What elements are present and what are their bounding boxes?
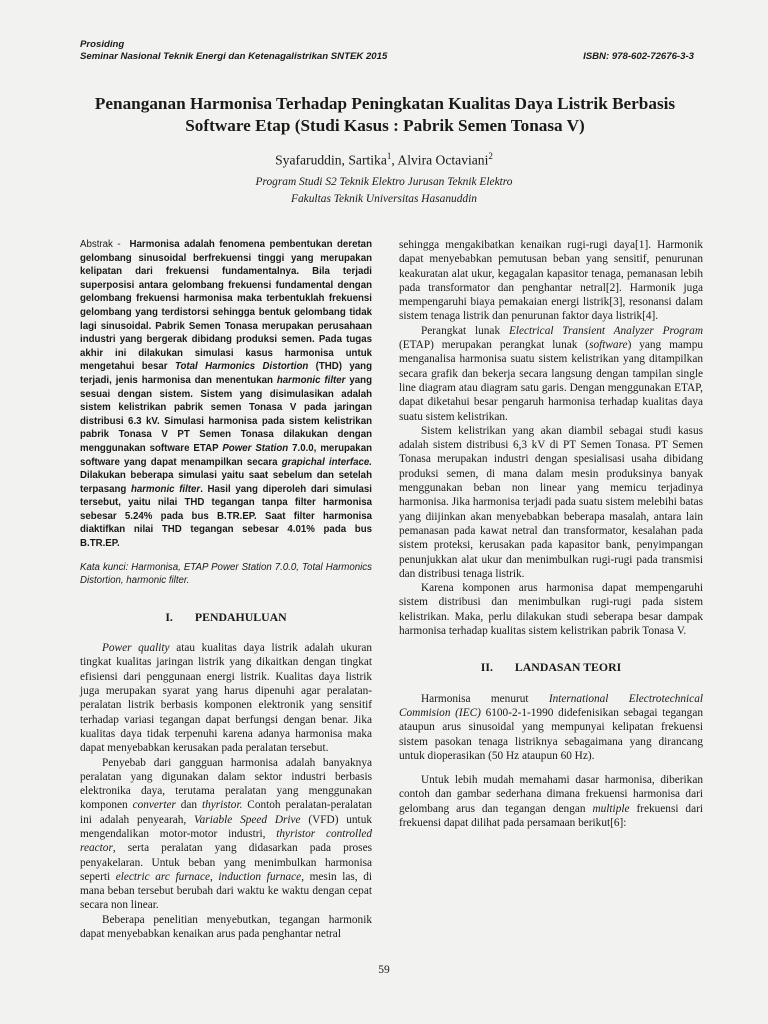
right-column xyxy=(399,238,703,830)
term: Power quality xyxy=(102,642,170,655)
paragraph-text: (ETAP) merupakan perangkat lunak ( xyxy=(399,339,590,352)
author-names-1: Syafaruddin, Sartika xyxy=(275,152,387,168)
affiliation-line-2: Fakultas Teknik Universitas Hasanuddin xyxy=(291,193,477,205)
abstract-text: 7.0.0, merupakan software yang dapat menampilkan secara xyxy=(80,442,373,468)
term: software xyxy=(589,339,628,352)
term: induction furnace xyxy=(218,870,302,883)
header-seminar-row xyxy=(80,51,694,63)
paragraph-text: Harmonisa menurut xyxy=(421,692,549,705)
paragraph-text: Contoh peralatan-peralatan ini adalah penyearah, xyxy=(80,799,372,826)
paragraph: sehingga mengakibatkan kenaikan rugi-rugi daya[1]. Harmonik dapat menyebabkan pemutusan beban yang sensitif, penurunan keakuratan alat ukur, kegagalan kapasitor tenaga, pemanasan lebih pada transformator dan penghantar netral[2]. Harmonik juga mempengaruhi biaya pemakaian energi listrik[3], resonansi dalam sistem tenaga listrik dan penurunan faktor daya listrik[4]. xyxy=(399,239,703,323)
abstract-term: harmonic filter xyxy=(130,483,201,495)
affiliation xyxy=(0,174,768,208)
abstract xyxy=(80,238,372,551)
term: thyristor controlled reactor xyxy=(80,828,372,855)
paragraph: Beberapa penelitian menyebutkan, tegangan harmonik dapat menyebabkan kenaikan arus pada penghantar netral xyxy=(80,913,372,941)
section-title: LANDASAN TEORI xyxy=(514,660,622,675)
paragraph-text: , serta peralatan yang didasarkan pada proses penyakelaran. Untuk beban yang menimbulkan harmonisa seperti xyxy=(80,842,372,883)
abstract-term: harmonic filter xyxy=(276,374,346,386)
section-number: I. xyxy=(165,609,173,624)
paragraph xyxy=(80,641,372,755)
abstract-text: Dilakukan beberapa simulasi yaitu saat sebelum dan setelah terpasang xyxy=(80,470,372,495)
abstract-label: Abstrak - xyxy=(80,239,121,250)
paragraph-text: Penyebab dari gangguan harmonisa adalah banyaknya peralatan yang digunakan dalam sektor industri berbasis elektronika daya, terutama peralatan yang menggunakan komponen xyxy=(80,756,372,812)
paragraph: Karena komponen arus harmonisa dapat mempengaruhi sistem distribusi dan menimbulkan rugi-rugi pada sistem kelistrikan. Maka, perlu dilakukan studi seberapa besar dampak harmonisa terhadap kualitas sistem kelistrikan pabrik Tonasa V. xyxy=(399,582,703,638)
author-superscript-2: 2 xyxy=(488,151,493,161)
abstract-text: yang sesuai dengan sistem. Sistem yang disimulasikan adalah sistem kelistrikan pabrik semen Tonasa V pada jaringan distribusi 6.3 kV. Simulasi harmonisa pada sistem kelistrikan pabrik Tonasa V PT Semen Tonasa dilakukan dengan menggunakan software ETAP xyxy=(80,374,372,454)
keywords-label: Kata kunci: xyxy=(80,561,129,573)
term: Variable Speed Drive xyxy=(194,813,301,826)
section-heading-introduction xyxy=(80,610,372,624)
paragraph-text: 6100-2-1-1990 didefenisikan sebagai tegangan ataupun arus sinusoidal yang mempunyai kelipatan frekuensi sistem pasokan tenaga listriknya sebagaimana yang dirancang untuk dioperasikan (50 Hz ataupun 60 Hz). xyxy=(399,706,703,762)
paragraph-text: dan xyxy=(175,799,202,812)
proceedings-header xyxy=(80,39,694,63)
abstract-text: Harmonisa adalah fenomena pembentukan deretan gelombang sinusoidal berfrekuensi tinggi yang merupakan kelipatan dari frekuensi fundamentalnya. Bila terjadi superposisi antara gelombang frekuensi fundamental dengan gelombang frekuensi harmonisa maka terbentuklah frekuensi gelombang yang terdistorsi sehingga bentuk gelombang tidak lagi sinusoidal. Pabrik Semen Tonasa merupakan perusahaan industri yang bergerak dibidang produksi semen. Pada tugas akhir ini dilakukan simulasi kasus harmonisa untuk mengetahui besar xyxy=(80,239,372,373)
section-heading-theory xyxy=(399,660,703,674)
paragraph xyxy=(399,692,703,763)
term: electric arc furnace xyxy=(115,870,210,883)
keywords-text: Harmonisa, ETAP Power Station 7.0.0, Total Harmonics Distortion, harmonic filter. xyxy=(80,561,372,587)
abstract-text: . Hasil yang diperoleh dari simulasi tersebut, yaitu nilai THD tegangan tanpa filter harmonisa sebesar 5.24% pada bus B.TR.EP. Saat filter harmonisa diaktifkan nilai THD tegangan sebesar 4.01% pada bus B.TR.EP. xyxy=(80,483,372,550)
paragraph-text: ) yang mampu menganalisa harmonisa suatu sistem kelistrikan yang ditampilkan secara grafik dan bekerja secara langsung dengan tampilan single line diagram atau diagram satu garis. Dengan menggunakan ETAP, dapat diketahui besar pengaruh harmonisa terhadap kualitas daya suatu sistem kelistrikan. xyxy=(399,339,703,423)
abstract-text: (THD) yang terjadi, jenis harmonisa dan menentukan xyxy=(80,361,372,386)
paragraph-text: frekuensi dari frekuensi dapat dilihat pada persamaan berikut[6]: xyxy=(399,802,703,829)
abstract-term: Total Harmonics Distortion xyxy=(174,361,309,373)
section-title: PENDAHULUAN xyxy=(194,609,287,624)
author-superscript-1: 1 xyxy=(386,151,392,161)
paragraph-text: , xyxy=(209,870,219,883)
keywords xyxy=(80,561,372,588)
page-number: 59 xyxy=(378,964,390,976)
paragraph-text: , mesin las, di mana beban tersebut berubah dari waktu ke waktu dengan cepat secara non linear. xyxy=(80,870,372,912)
paragraph-text: atau kualitas daya listrik adalah ukuran tingkat kualitas jaringan listrik yang dikaitkan dengan tingkat efisiensi dari penggunaan energi listrik. Kualitas daya listrik juga merupakan syarat yang harus dipenuhi agar peralatan-peralatan listrik berbasis komponen elektronik yang sensitif terhadap variasi tegangan dapat berfungsi dengan benar. Jika kualitas daya tidak terpenuhi karena adanya harmonisa maka dapat menyebabkan kerusakan pada peralatan tersebut. xyxy=(80,642,372,755)
header-isbn: ISBN: 978-602-72676-3-3 xyxy=(583,51,694,62)
paragraph-text: Perangkat lunak xyxy=(421,324,509,337)
term: thyristor. xyxy=(201,799,243,812)
header-proceedings-label: Prosiding xyxy=(80,39,125,50)
section-number: II. xyxy=(480,660,493,675)
paragraph: Sistem kelistrikan yang akan diambil sebagai studi kasus adalah sistem distribusi 6,3 kV di PT Semen Tonasa. PT Semen Tonasa merupakan industri dengan spesialisasi usaha dibidang produksi semen, di mana dalam mesin produksinya banyak menggunakan beban non linear yang memicu terjadinya harmonisa. Jika harmonisa terjadi pada suatu sistem melebihi batas yang diijinkan akan menyebabkan beberapa masalah, antara lain pemanasan pada kawat netral dan transformator, kesalahan pada sistem proteksi, kerusakan pada kapasitor bank, penyimpangan penunjukkan alat ukur dan menimbulkan rugi-rugi pada transmisi dan distribusi tenaga listrik. xyxy=(399,424,703,580)
paragraph-text: Untuk lebih mudah memahami dasar harmonisa, diberikan contoh dan gambar sederhana dimana frekuensi harmonisa dari gelombang arus dan tegangan dengan xyxy=(399,774,703,815)
term: converter xyxy=(132,799,176,812)
affiliation-line-1: Program Studi S2 Teknik Elektro Jurusan Teknik Elektro xyxy=(255,176,513,188)
author-line xyxy=(0,151,768,169)
abstract-term: Power Station xyxy=(222,442,289,454)
term: multiple xyxy=(592,802,630,815)
left-column xyxy=(80,238,372,941)
paragraph xyxy=(399,324,703,424)
paragraph xyxy=(399,773,703,830)
paragraph-text: (VFD) untuk mengendalikan motor-motor industri, xyxy=(80,813,372,840)
term: International Electrotechnical Commision (IEC) xyxy=(399,692,703,719)
paragraph-gap xyxy=(399,763,703,773)
paragraph xyxy=(80,756,372,913)
abstract-term: grapichal interface. xyxy=(281,456,372,468)
header-seminar-name: Seminar Nasional Teknik Energi dan Ketenagalistrikan SNTEK 2015 xyxy=(80,51,388,62)
paper-title: Penanganan Harmonisa Terhadap Peningkatan Kualitas Daya Listrik Berbasis Software Etap (Studi Kasus : Pabrik Semen Tonasa V) xyxy=(94,94,676,135)
author-names-2: , Alvira Octaviani xyxy=(391,152,489,168)
term: Electrical Transient Analyzer Program xyxy=(508,324,703,337)
